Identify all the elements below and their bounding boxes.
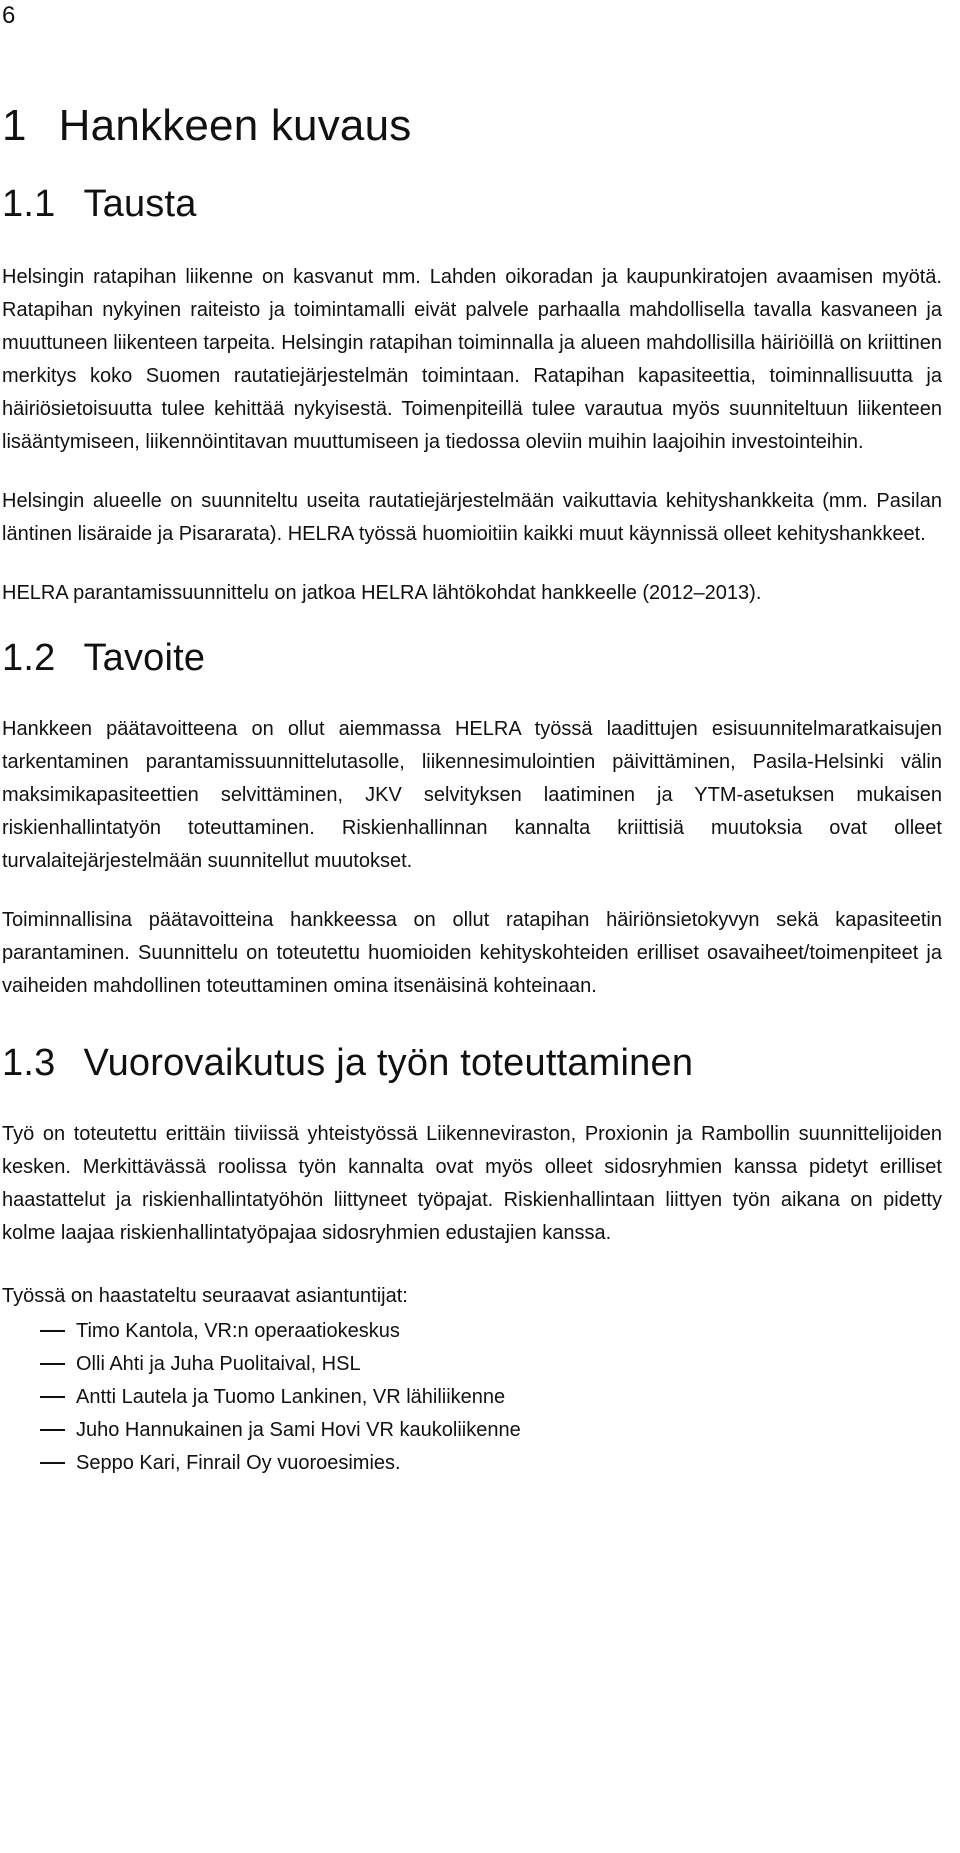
list-item [2, 1381, 942, 1414]
list-item [2, 1315, 942, 1348]
section-title: Vuorovaikutus ja työn toteuttaminen [83, 1042, 694, 1084]
section-number: 1.2 [2, 637, 56, 679]
section-heading-tavoite [2, 634, 942, 682]
list-item [2, 1447, 942, 1480]
chapter-title: Hankkeen kuvaus [58, 101, 412, 150]
paragraph: Helsingin alueelle on suunniteltu useita rautatiejärjestelmään vaikuttavia kehityshankkeita (mm. Pasilan läntinen lisäraide ja Pisararata). HELRA työssä huomioitiin kaikki muut käynnissä olleet kehityshankkeet. [2, 490, 942, 545]
list-intro: Työssä on haastateltu seuraavat asiantuntijat: [2, 1285, 408, 1307]
paragraph: Toiminnallisina päätavoitteina hankkeessa on ollut ratapihan häiriönsietokyvyn sekä kapasiteetin parantaminen. Suunnittelu on toteutettu huomioiden kehityskohteiden erilliset osavaiheet/toimenpiteet ja vaiheiden mahdollinen toteuttaminen omina itsenäisinä kohteinaan. [2, 909, 942, 997]
chapter-number: 1 [2, 101, 27, 150]
list-item-text: Seppo Kari, Finrail Oy vuoroesimies. [76, 1452, 401, 1474]
expert-list [2, 1315, 942, 1480]
section-title: Tausta [83, 183, 197, 225]
paragraph: Työ on toteutettu erittäin tiiviissä yhteistyössä Liikenneviraston, Proxionin ja Rambollin suunnittelijoiden kesken. Merkittävässä roolissa työn kannalta ovat myös olleet sidosryhmien kanssa pidetyt erilliset haastattelut ja riskienhallintatyöhön liittyneet työpajat. Riskienhallintaan liittyen työn aikana on pidetty kolme laajaa riskienhallintatyöpajaa sidosryhmien edustajien kanssa. [2, 1123, 942, 1244]
list-item-text: Antti Lautela ja Tuomo Lankinen, VR lähiliikenne [76, 1386, 506, 1408]
page-content [2, 98, 942, 1480]
list-item [2, 1348, 942, 1381]
list-item-text: Juho Hannukainen ja Sami Hovi VR kaukoliikenne [76, 1419, 521, 1441]
section-number: 1.1 [2, 183, 56, 225]
paragraph: HELRA parantamissuunnittelu on jatkoa HELRA lähtökohdat hankkeelle (2012–2013). [2, 582, 762, 604]
section-heading-tausta [2, 180, 942, 228]
list-item-text: Timo Kantola, VR:n operaatiokeskus [76, 1320, 400, 1342]
list-item [2, 1414, 942, 1447]
section-heading-vuorovaikutus [2, 1039, 942, 1087]
paragraph: Hankkeen päätavoitteena on ollut aiemmassa HELRA työssä laadittujen esisuunnitelmaratkaisujen tarkentaminen parantamissuunnittelutasolle, liikennesimulointien päivittäminen, Pasila-Helsinki välin maksimikapasiteettien selvittäminen, JKV selvityksen laatiminen ja YTM-asetuksen mukaisen riskienhallintatyön toteuttaminen. Riskienhallinnan kannalta kriittisiä muutoksia ovat olleet turvalaitejärjestelmään suunnitellut muutokset. [2, 718, 942, 872]
page-number: 6 [2, 2, 16, 29]
chapter-heading [2, 98, 942, 154]
section-number: 1.3 [2, 1042, 56, 1084]
section-title: Tavoite [83, 637, 206, 679]
paragraph: Helsingin ratapihan liikenne on kasvanut mm. Lahden oikoradan ja kaupunkiratojen avaamisen myötä. Ratapihan nykyinen raiteisto ja toimintamalli eivät palvele parhaalla mahdollisella tavalla kasvaneen ja muuttuneen liikenteen tarpeita. Helsingin ratapihan toiminnalla ja alueen mahdollisilla häiriöillä on kriittinen merkitys koko Suomen rautatiejärjestelmän toimintaan. Ratapihan kapasiteettia, toiminnallisuutta ja häiriösietoisuutta tulee kehittää nykyisestä. Toimenpiteillä tulee varautua myös suunniteltuun liikenteen lisääntymiseen, liikennöintitavan muuttumiseen ja tiedossa oleviin muihin laajoihin investointeihin. [2, 266, 942, 453]
list-item-text: Olli Ahti ja Juha Puolitaival, HSL [76, 1353, 361, 1375]
